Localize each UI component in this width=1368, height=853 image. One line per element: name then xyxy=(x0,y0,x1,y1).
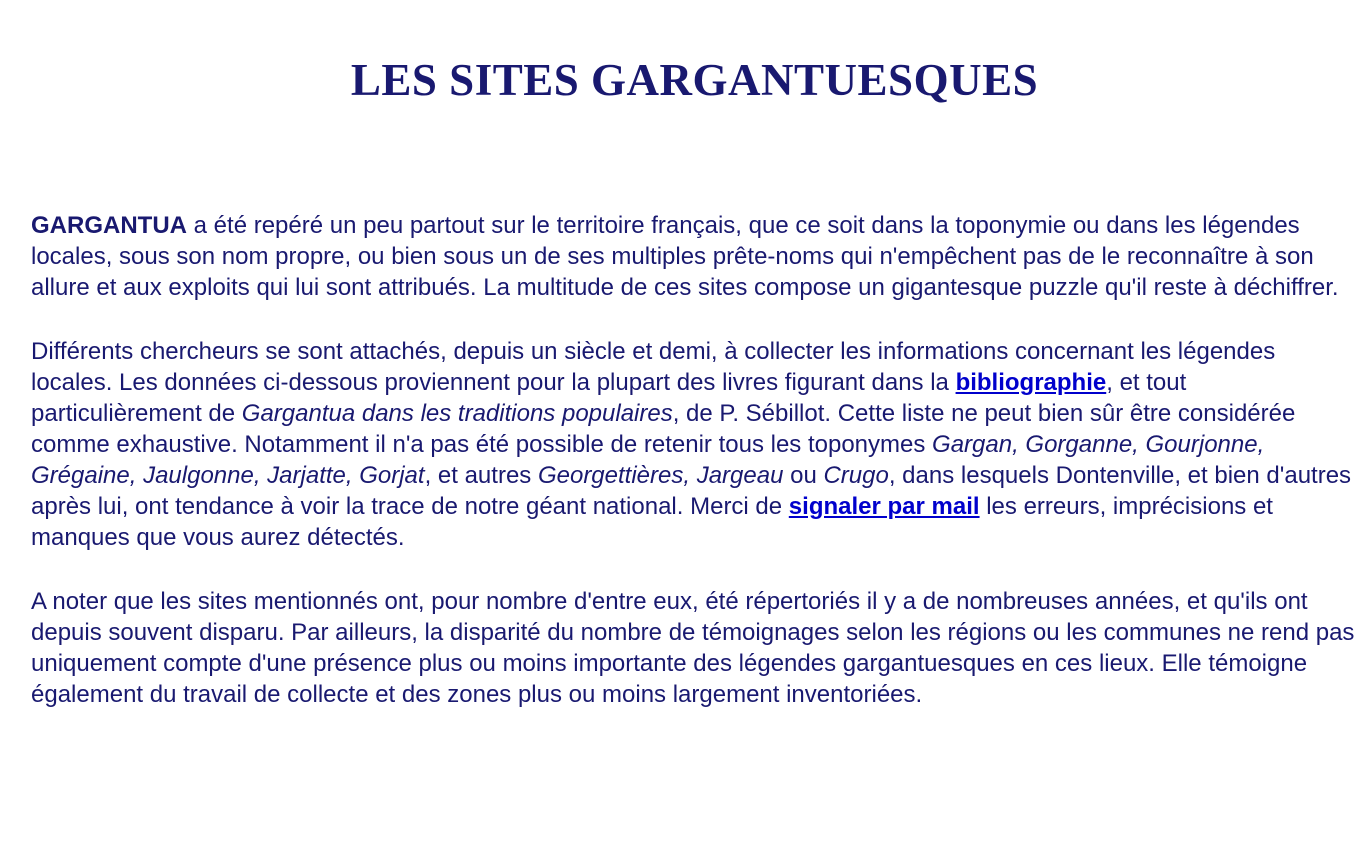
text-run: , et tout particulièrement de xyxy=(31,368,1187,427)
page xyxy=(0,55,1368,853)
text-run: , et autres xyxy=(424,461,538,489)
signaler-par-mail-link[interactable]: signaler par mail xyxy=(788,492,980,520)
text-run: , de P. Sébillot. Cette liste ne peut bien sûr être considérée comme exhaustive. Notamment il n'a pas été possible de retenir tous les toponymes xyxy=(31,399,1296,458)
bibliographie-link[interactable]: bibliographie xyxy=(955,368,1107,396)
text-run: GARGANTUA xyxy=(31,211,187,239)
paragraph-gargantua-intro xyxy=(31,210,1358,303)
text-run: les erreurs, imprécisions et manques que vous aurez détectés. xyxy=(31,492,1273,551)
intro-text xyxy=(31,210,1358,710)
page-title: LES SITES GARGANTUESQUES xyxy=(350,55,1039,105)
text-run: Différents chercheurs se sont attachés, depuis un siècle et demi, à collecter les informations concernant les légendes locales. Les données ci-dessous proviennent pour la plupart des livres figurant dans la xyxy=(31,337,1276,396)
text-run: Gargantua dans les traditions populaires xyxy=(241,399,673,427)
text-run: ou xyxy=(783,461,824,489)
paragraph-sources xyxy=(31,336,1358,553)
text-run: a été repéré un peu partout sur le territoire français, que ce soit dans la toponymie ou dans les légendes locales, sous son nom propre, ou bien sous un de ses multiples prête-noms qui n'empêchent pas de le reconnaître à son allure et aux exploits qui lui sont attribués. La multitude de ces sites compose un gigantesque puzzle qu'il reste à déchiffrer. xyxy=(31,211,1339,301)
text-run: Gargan, Gorganne, Gourjonne, Grégaine, Jaulgonne, Jarjatte, Gorjat xyxy=(31,430,1265,489)
text-run: A noter que les sites mentionnés ont, pour nombre d'entre eux, été répertoriés il y a de nombreuses années, et qu'ils ont depuis souvent disparu. Par ailleurs, la disparité du nombre de témoignages selon les régions ou les communes ne rend pas uniquement compte d'une présence plus ou moins importante des légendes gargantuesques en ces lieux. Elle témoigne également du travail de collecte et des zones plus ou moins largement inventoriées. xyxy=(31,587,1355,708)
text-run: Georgettières, Jargeau xyxy=(537,461,784,489)
paragraph-note xyxy=(31,586,1358,710)
text-run: Crugo xyxy=(823,461,889,489)
text-run: , dans lesquels Dontenville, et bien d'autres après lui, ont tendance à voir la trace de notre géant national. Merci de xyxy=(31,461,1352,520)
